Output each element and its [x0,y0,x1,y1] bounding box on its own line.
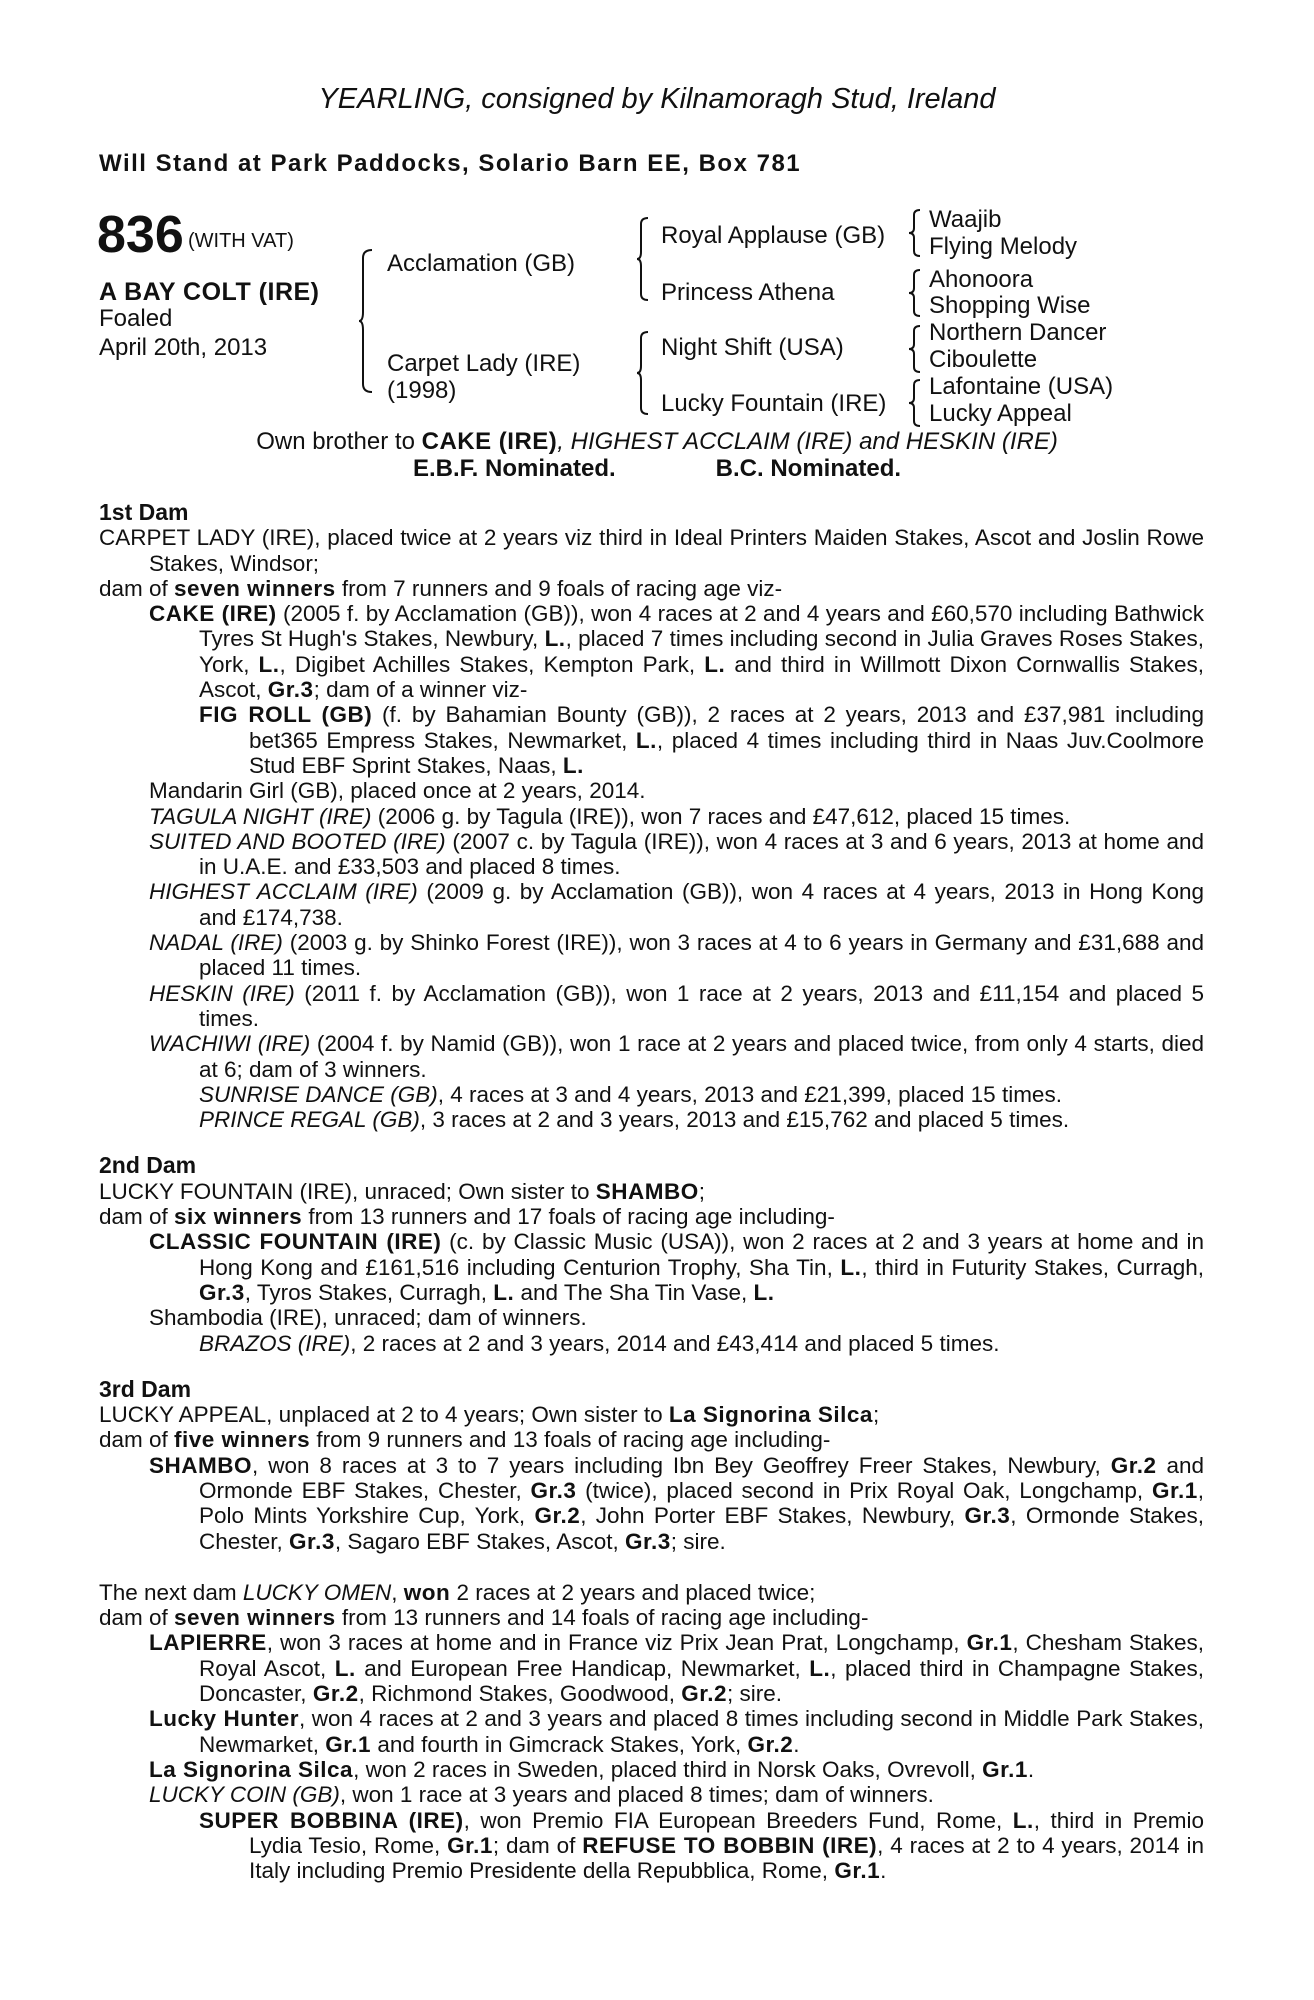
dam-year: (1998) [387,377,457,404]
brace-ggp-4 [908,378,922,428]
second-dam-intro: LUCKY FOUNTAIN (IRE), unraced; Own sister to SHAMBO; [99,1178,706,1204]
sire-sire: Royal Applause (GB) [661,222,886,249]
progeny-classic-fountain: CLASSIC FOUNTAIN (IRE) (c. by Classic Music (USA)), won 2 races at 2 and 3 years at home and in Hong Kong and £161,516 including Centurion Trophy, Sha Tin, L., third in Futurity Stakes, Curragh, Gr.3, Tyros Stakes, Curragh, L. and The Sha Tin Vase, L. [149,1229,1204,1305]
progeny-nadal: NADAL (IRE) (2003 g. by Shinko Forest (IRE)), won 3 races at 4 to 6 years in Germany and £31,688 and placed 11 times. [149,930,1204,981]
first-dam-dam-of: dam of seven winners from 7 runners and 9 foals of racing age viz- [99,575,783,601]
brace-sire [636,216,650,302]
brace-ggp-1 [908,208,922,258]
sire-dam: Princess Athena [661,279,835,306]
brace-ggp-2 [908,268,922,318]
first-dam-intro: CARPET LADY (IRE), placed twice at 2 years viz third in Ideal Printers Maiden Stakes, Ascot and Joslin Rowe Stakes, Windsor; [99,525,1204,576]
lot-number: 836 [97,206,184,264]
progeny-shambodia: Shambodia (IRE), unraced; dam of winners. [149,1305,587,1331]
next-dam-dam-of: dam of seven winners from 13 runners and 14 foals of racing age including- [99,1605,869,1631]
sire: Acclamation (GB) [387,250,576,277]
ggp-waajib: Waajib [929,206,1002,233]
progeny-tagula-night: TAGULA NIGHT (IRE) (2006 g. by Tagula (IRE)), won 7 races and £47,612, placed 15 times. [149,803,1071,829]
progeny-fig-roll: FIG ROLL (GB) (f. by Bahamian Bounty (GB)), 2 races at 2 years, 2013 and £37,981 including bet365 Empress Stakes, Newmarket, L., placed 4 times including third in Naas Juv.Coolmore Stud EBF Sprint Stakes, Naas, L. [199,702,1204,778]
bc-nominated: B.C. Nominated. [715,455,902,482]
progeny-sunrise-dance: SUNRISE DANCE (GB), 4 races at 3 and 4 years, 2013 and £21,399, placed 15 times. [199,1081,1062,1107]
next-dam-intro: The next dam LUCKY OMEN, won 2 races at 2 years and placed twice; [99,1579,816,1605]
ggp-lafontaine: Lafontaine (USA) [929,373,1114,400]
section-title-3rd-dam: 3rd Dam [99,1375,192,1402]
ggp-ahonoora: Ahonoora [929,266,1034,293]
progeny-heskin: HESKIN (IRE) (2011 f. by Acclamation (GB)), won 1 race at 2 years, 2013 and £11,154 and placed 5 times. [149,980,1205,1031]
progeny-suited-and-booted: SUITED AND BOOTED (IRE) (2007 c. by Tagula (IRE)), won 4 races at 3 and 6 years, 2013 at home and in U.A.E. and £33,503 and placed 8 times. [149,828,1204,880]
progeny-mandarin-girl: Mandarin Girl (GB), placed once at 2 years, 2014. [149,778,646,804]
nominations [0,455,1314,483]
ggp-lucky-appeal: Lucky Appeal [929,400,1072,427]
ggp-ciboulette: Ciboulette [929,346,1038,373]
third-dam-dam-of: dam of five winners from 9 runners and 13 foals of racing age including- [99,1427,831,1453]
stand-location: Will Stand at Park Paddocks, Solario Barn EE, Box 781 [99,150,802,177]
progeny-super-bobbina: SUPER BOBBINA (IRE), won Premio FIA European Breeders Fund, Rome, L., third in Premio Lydia Tesio, Rome, Gr.1; dam of REFUSE TO BOBBIN (IRE), 4 races at 2 to 4 years, 2014 in Italy including Premio Presidente della Repubblica, Rome, Gr.1. [199,1807,1204,1884]
progeny-cake: CAKE (IRE) (2005 f. by Acclamation (GB)), won 4 races at 2 and 4 years and £60,570 including Bathwick Tyres St Hugh's Stakes, Newbury, L., placed 7 times including second in Julia Graves Roses Stakes, York, L., Digibet Achilles Stakes, Kempton Park, L. and third in Willmott Dixon Cornwallis Stakes, Ascot, Gr.3; dam of a winner viz- [149,601,1204,703]
dam: Carpet Lady (IRE) [387,350,581,377]
progeny-wachiwi: WACHIWI (IRE) (2004 f. by Namid (GB)), won 1 race at 2 years and placed twice, from only 4 starts, died at 6; dam of 3 winners. [149,1031,1204,1082]
ggp-flying-melody: Flying Melody [929,233,1078,260]
lot-description: A BAY COLT (IRE) [99,278,320,306]
dam-sire: Night Shift (USA) [661,334,844,361]
dam-dam: Lucky Fountain (IRE) [661,390,887,417]
progeny-lucky-hunter: Lucky Hunter, won 4 races at 2 and 3 years and placed 8 times including second in Middle Park Stakes, Newmarket, Gr.1 and fourth in Gimcrack Stakes, York, Gr.2. [149,1706,1204,1757]
progeny-highest-acclaim: HIGHEST ACCLAIM (IRE) (2009 g. by Acclamation (GB)), won 4 races at 4 years, 2013 in Hong Kong and £174,738. [149,879,1204,930]
progeny-lapierre: LAPIERRE, won 3 races at home and in France viz Prix Jean Prat, Longchamp, Gr.1, Chesham Stakes, Royal Ascot, L. and European Free Handicap, Newmarket, L., placed third in Champagne Stakes, Doncaster, Gr.2, Richmond Stakes, Goodwood, Gr.2; sire. [149,1630,1204,1707]
third-dam-intro: LUCKY APPEAL, unplaced at 2 to 4 years; Own sister to La Signorina Silca; [99,1402,880,1428]
consignor-heading: YEARLING, consigned by Kilnamoragh Stud, Ireland [318,83,996,115]
foaled-date: April 20th, 2013 [99,334,268,361]
ggp-northern-dancer: Northern Dancer [929,319,1107,346]
ebf-nominated: E.B.F. Nominated. [412,455,616,482]
section-title-2nd-dam: 2nd Dam [99,1152,197,1179]
catalogue-body [99,500,1204,1883]
progeny-shambo: SHAMBO, won 8 races at 3 to 7 years including Ibn Bey Geoffrey Freer Stakes, Newbury, Gr.2 and Ormonde EBF Stakes, Chester, Gr.3 (twice), placed second in Prix Royal Oak, Longchamp, Gr.1, Polo Mints Yorkshire Cup, York, Gr.2, John Porter EBF Stakes, Newbury, Gr.3, Ormonde Stakes, Chester, Gr.3, Sagaro EBF Stakes, Ascot, Gr.3; sire. [149,1452,1204,1554]
vat-note: (WITH VAT) [188,230,294,252]
ggp-shopping-wise: Shopping Wise [929,292,1091,319]
brace-ggp-3 [908,324,922,374]
section-title-1st-dam: 1st Dam [99,499,189,525]
foaled-label: Foaled [99,305,173,332]
progeny-brazos: BRAZOS (IRE), 2 races at 2 and 3 years, 2014 and £43,414 and placed 5 times. [199,1330,1000,1356]
progeny-la-signorina-silca: La Signorina Silca, won 2 races in Sweden, placed third in Norsk Oaks, Ovrevoll, Gr.1. [149,1756,1035,1782]
progeny-lucky-coin: LUCKY COIN (GB), won 1 race at 3 years and placed 8 times; dam of winners. [149,1782,934,1808]
progeny-prince-regal: PRINCE REGAL (GB), 3 races at 2 and 3 years, 2013 and £15,762 and placed 5 times. [199,1107,1070,1133]
brace-colt [358,248,374,394]
second-dam-dam-of: dam of six winners from 13 runners and 17 foals of racing age including- [99,1204,835,1230]
own-brother-line: Own brother to CAKE (IRE), HIGHEST ACCLAIM (IRE) and HESKIN (IRE) [256,428,1058,455]
brace-dam [636,330,650,416]
